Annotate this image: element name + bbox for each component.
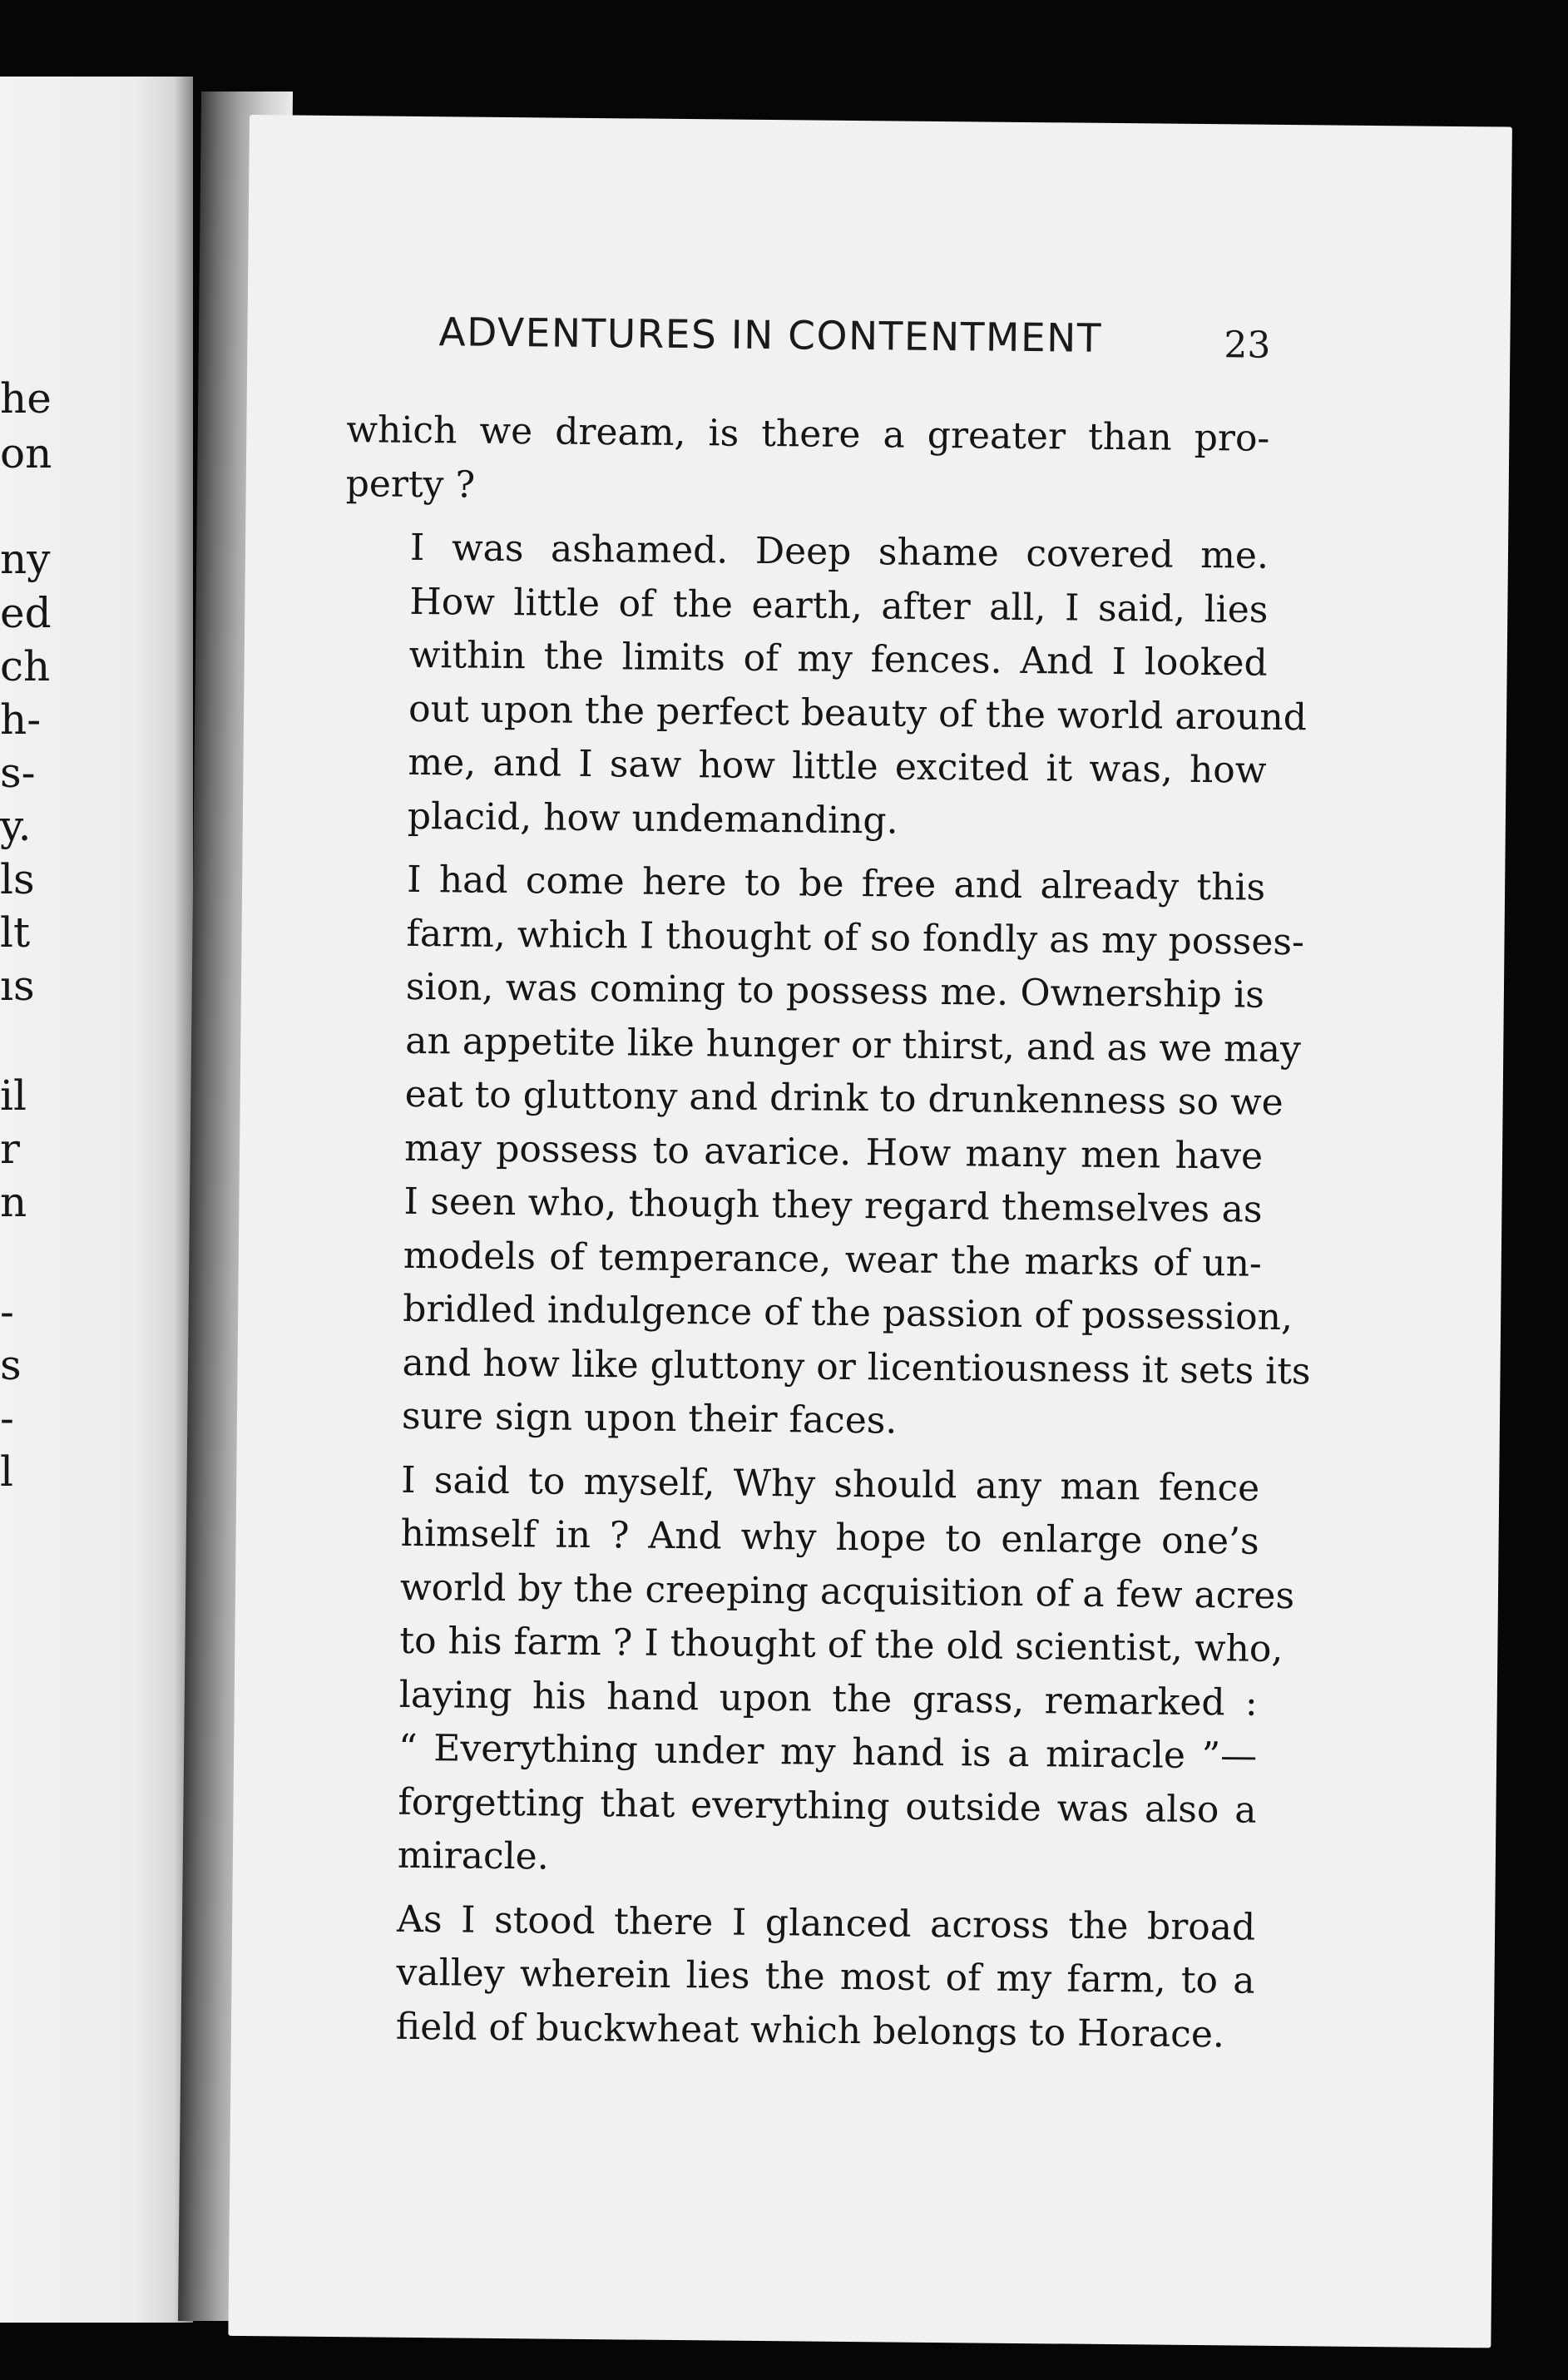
facing-page-fragment: n [0, 1178, 27, 1226]
facing-page-fragment: on [0, 429, 52, 477]
facing-page [0, 77, 193, 2323]
text-line: sion, was coming to possess me. Ownership is [405, 965, 1265, 1017]
text-line: to his farm ? I thought of the old scientist, who, [399, 1619, 1284, 1671]
facing-page-fragment: ny [0, 535, 51, 583]
text-line: himself in ? And why hope to enlarge one’s [400, 1512, 1259, 1563]
text-line: As I stood there I glanced across the broad [396, 1898, 1256, 1949]
book-page [228, 115, 1512, 2348]
running-head [347, 309, 1271, 376]
facing-page-fragment: s [0, 1341, 22, 1389]
page-number: 23 [1224, 324, 1271, 367]
facing-page-fragment: l [0, 1447, 13, 1496]
text-line: placid, how undemanding. [407, 794, 898, 843]
text-line: bridled indulgence of the passion of possession, [402, 1287, 1293, 1339]
paragraph [333, 1453, 1295, 1892]
running-head-title: ADVENTURES IN CONTENTMENT [438, 309, 1103, 362]
facing-page-fragment: ls [0, 855, 35, 903]
text-line: I was ashamed. Deep shame covered me. [409, 526, 1269, 577]
facing-page-fragment: lt [0, 908, 31, 957]
text-line: “ Everything under my hand is a miracle ”— [398, 1726, 1258, 1778]
text-line: an appetite like hunger or thirst, and as we may [405, 1019, 1302, 1071]
text-line: me, and I saw how little excited it was, how [408, 740, 1267, 792]
text-line: valley wherein lies the most of my farm, to a [396, 1951, 1255, 2002]
facing-page-fragment: ıs [0, 962, 35, 1010]
text-line: laying his hand upon the grass, remarked : [398, 1673, 1258, 1724]
facing-page-fragment: y. [0, 802, 32, 850]
text-line: world by the creeping acquisition of a few acres [399, 1566, 1295, 1617]
text-line: models of temperance, wear the marks of un- [403, 1234, 1263, 1285]
text-line: eat to gluttony and drink to drunkenness so we [404, 1072, 1284, 1124]
facing-page-fragment: ch [0, 642, 51, 690]
text-line: perty ? [345, 462, 476, 507]
facing-page-fragment: il [0, 1071, 27, 1120]
text-line: I said to myself, Why should any man fence [401, 1458, 1260, 1510]
facing-page-fragment: - [0, 1394, 14, 1442]
text-line: I seen who, though they regard themselves as [403, 1180, 1263, 1231]
text-line: sure sign upon their faces. [401, 1394, 898, 1442]
text-line: and how like gluttony or licentiousness it sets its [402, 1341, 1311, 1393]
facing-page-fragment: he [0, 374, 52, 423]
text-line: may possess to avarice. How many men have [403, 1126, 1264, 1178]
text-line: out upon the perfect beauty of the world around [408, 687, 1308, 739]
text-line: field of buckwheat which belongs to Horace. [395, 2005, 1225, 2056]
text-line: within the limits of my fences. And I looked [408, 633, 1268, 685]
paragraph [331, 1893, 1256, 2062]
facing-page-fragment: ed [0, 589, 52, 637]
page-content [331, 309, 1311, 2062]
facing-page-fragment: r [0, 1125, 20, 1173]
paragraph [337, 853, 1311, 1452]
text-line: miracle. [397, 1833, 549, 1878]
facing-page-fragment: s- [0, 749, 36, 797]
text-line: which we dream, is there a greater than pro- [346, 408, 1270, 460]
body-text [331, 403, 1311, 2062]
text-line: How little of the earth, after all, I said, lies [409, 580, 1269, 631]
paragraph [345, 403, 1269, 520]
facing-page-fragment: - [0, 1288, 14, 1336]
text-line: farm, which I thought of so fondly as my posses- [406, 912, 1305, 963]
text-line: I had come here to be free and already this [406, 858, 1266, 909]
facing-page-fragment: h- [0, 695, 42, 744]
text-line: forgetting that everything outside was also a [398, 1780, 1257, 1832]
paragraph [343, 521, 1308, 852]
